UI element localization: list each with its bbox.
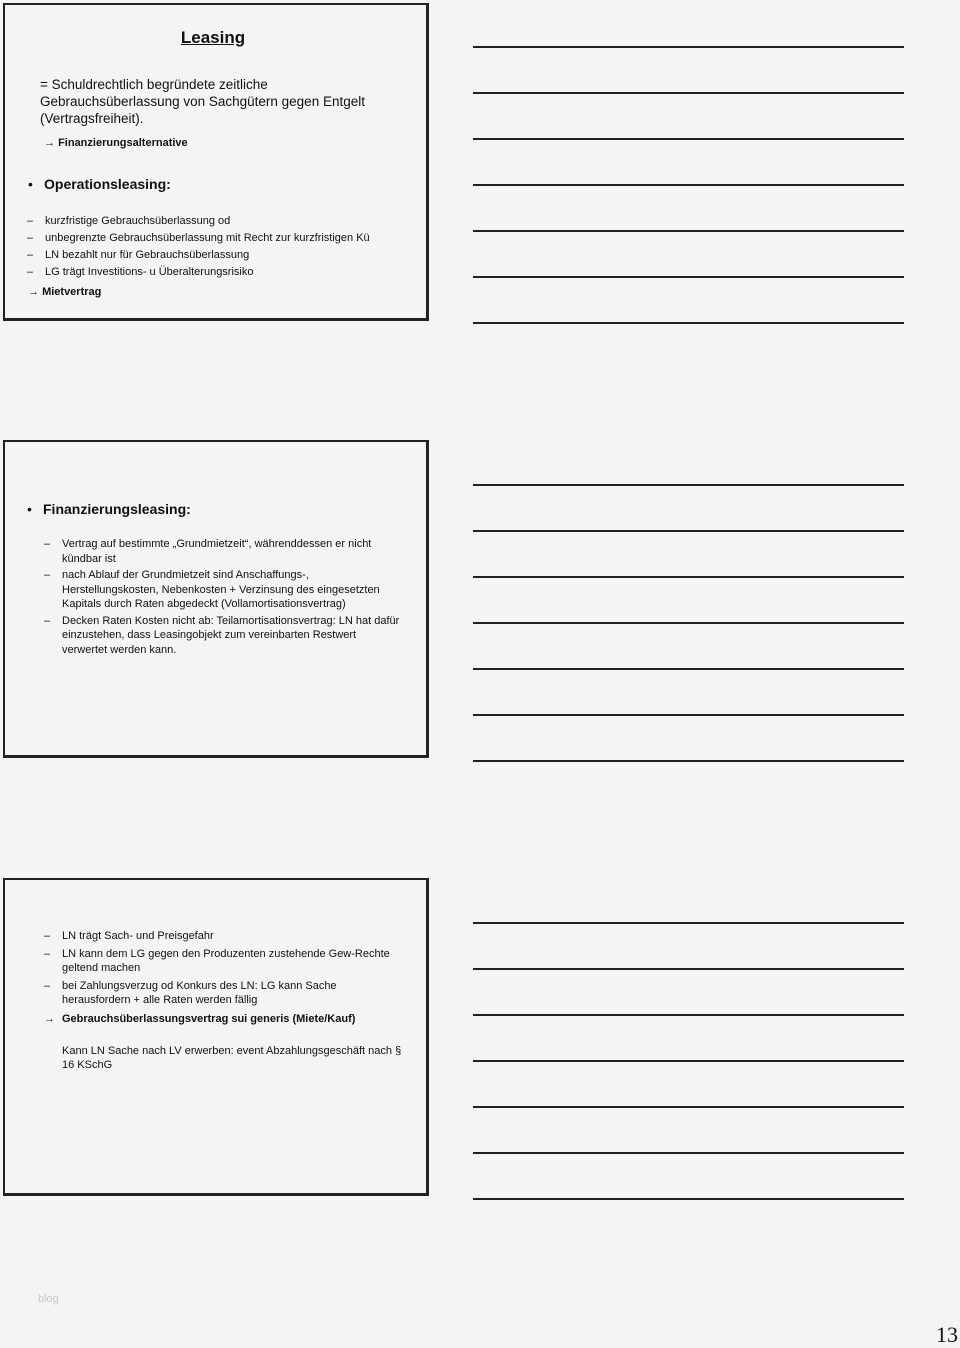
- arrow-icon: →: [44, 137, 55, 149]
- note-line: [473, 760, 904, 762]
- note-line: [473, 230, 904, 232]
- bullet-icon: •: [27, 501, 32, 517]
- list-item: – LG trägt Investitions- u Überalterungsrisiko: [27, 264, 422, 281]
- list-item: – unbegrenzte Gebrauchsüberlassung mit Recht zur kurzfristigen Kü: [27, 230, 422, 247]
- bullet-icon: •: [28, 176, 33, 192]
- conclusion-text: Finanzierungsalternative: [58, 137, 188, 149]
- note-line: [473, 322, 904, 324]
- list-item: – nach Ablauf der Grundmietzeit sind Anschaffungs-, Herstellungskosten, Nebenkosten + Verzinsung des eingesetzten Kapitals durch Raten abgedeckt (Vollamortisationsvertrag): [44, 568, 404, 612]
- conclusion-mietvertrag: [28, 286, 101, 298]
- abzahlungsgeschaeft-note: [44, 1044, 412, 1073]
- finanzierungsleasing-heading: [27, 501, 191, 517]
- list-item: – Vertrag auf bestimmte „Grundmietzeit“, währenddessen er nicht kündbar ist: [44, 537, 404, 566]
- conclusion-gebrauchsueberlassungsvertrag: [44, 1012, 432, 1027]
- note-line: [473, 530, 904, 532]
- note-line: [473, 922, 904, 924]
- note-line: [473, 1060, 904, 1062]
- note-line: [473, 1198, 904, 1200]
- note-line: [473, 276, 904, 278]
- note-line: [473, 138, 904, 140]
- page-number: 13: [936, 1322, 958, 1347]
- note-line: [473, 714, 904, 716]
- conclusion-text: Gebrauchsüberlassungsvertrag sui generis (Miete/Kauf): [62, 1013, 356, 1025]
- note-line: [473, 622, 904, 624]
- note-line: [473, 92, 904, 94]
- arrow-icon: →: [44, 1013, 55, 1025]
- watermark: blog: [38, 1293, 59, 1305]
- arrow-icon: →: [28, 286, 39, 298]
- note-line: [473, 1106, 904, 1108]
- note-line: [473, 1152, 904, 1154]
- note-line: [473, 484, 904, 486]
- heading-text: Finanzierungsleasing:: [43, 501, 191, 517]
- operationsleasing-list: [27, 213, 422, 281]
- operationsleasing-heading: [28, 176, 171, 192]
- note-line: [473, 46, 904, 48]
- note-line: [473, 184, 904, 186]
- note-line: [473, 576, 904, 578]
- slide-title: Leasing: [180, 28, 246, 47]
- note-line: [473, 1014, 904, 1016]
- list-item: – kurzfristige Gebrauchsüberlassung od: [27, 213, 422, 230]
- list-item: – LN trägt Sach- und Preisgefahr: [44, 929, 404, 944]
- risks-list: [44, 929, 404, 1011]
- note-line: [473, 968, 904, 970]
- conclusion-finanzierungsalternative: [44, 137, 188, 149]
- list-item: – bei Zahlungsverzug od Konkurs des LN: LG kann Sache herausfordern + alle Raten werden fällig: [44, 979, 404, 1008]
- finanzierungsleasing-list: [44, 537, 404, 659]
- leasing-definition: = Schuldrechtlich begründete zeitliche Gebrauchsüberlassung von Sachgütern gegen Entgelt (Vertragsfreiheit).: [40, 77, 365, 126]
- note-line: [473, 668, 904, 670]
- slide-3-frame: [3, 878, 429, 1196]
- conclusion-text: Mietvertrag: [42, 286, 102, 298]
- list-item: – Decken Raten Kosten nicht ab: Teilamortisationsvertrag: LN hat dafür einzustehen, dass Leasingobjekt zum vereinbarten Restwert verwertet werden kann.: [44, 614, 404, 658]
- list-item: – LN bezahlt nur für Gebrauchsüberlassung: [27, 247, 422, 264]
- heading-text: Operationsleasing:: [44, 176, 171, 192]
- note-text: Kann LN Sache nach LV erwerben: event Abzahlungsgeschäft nach § 16 KSchG: [62, 1044, 402, 1071]
- list-item: – LN kann dem LG gegen den Produzenten zustehende Gew-Rechte geltend machen: [44, 947, 404, 976]
